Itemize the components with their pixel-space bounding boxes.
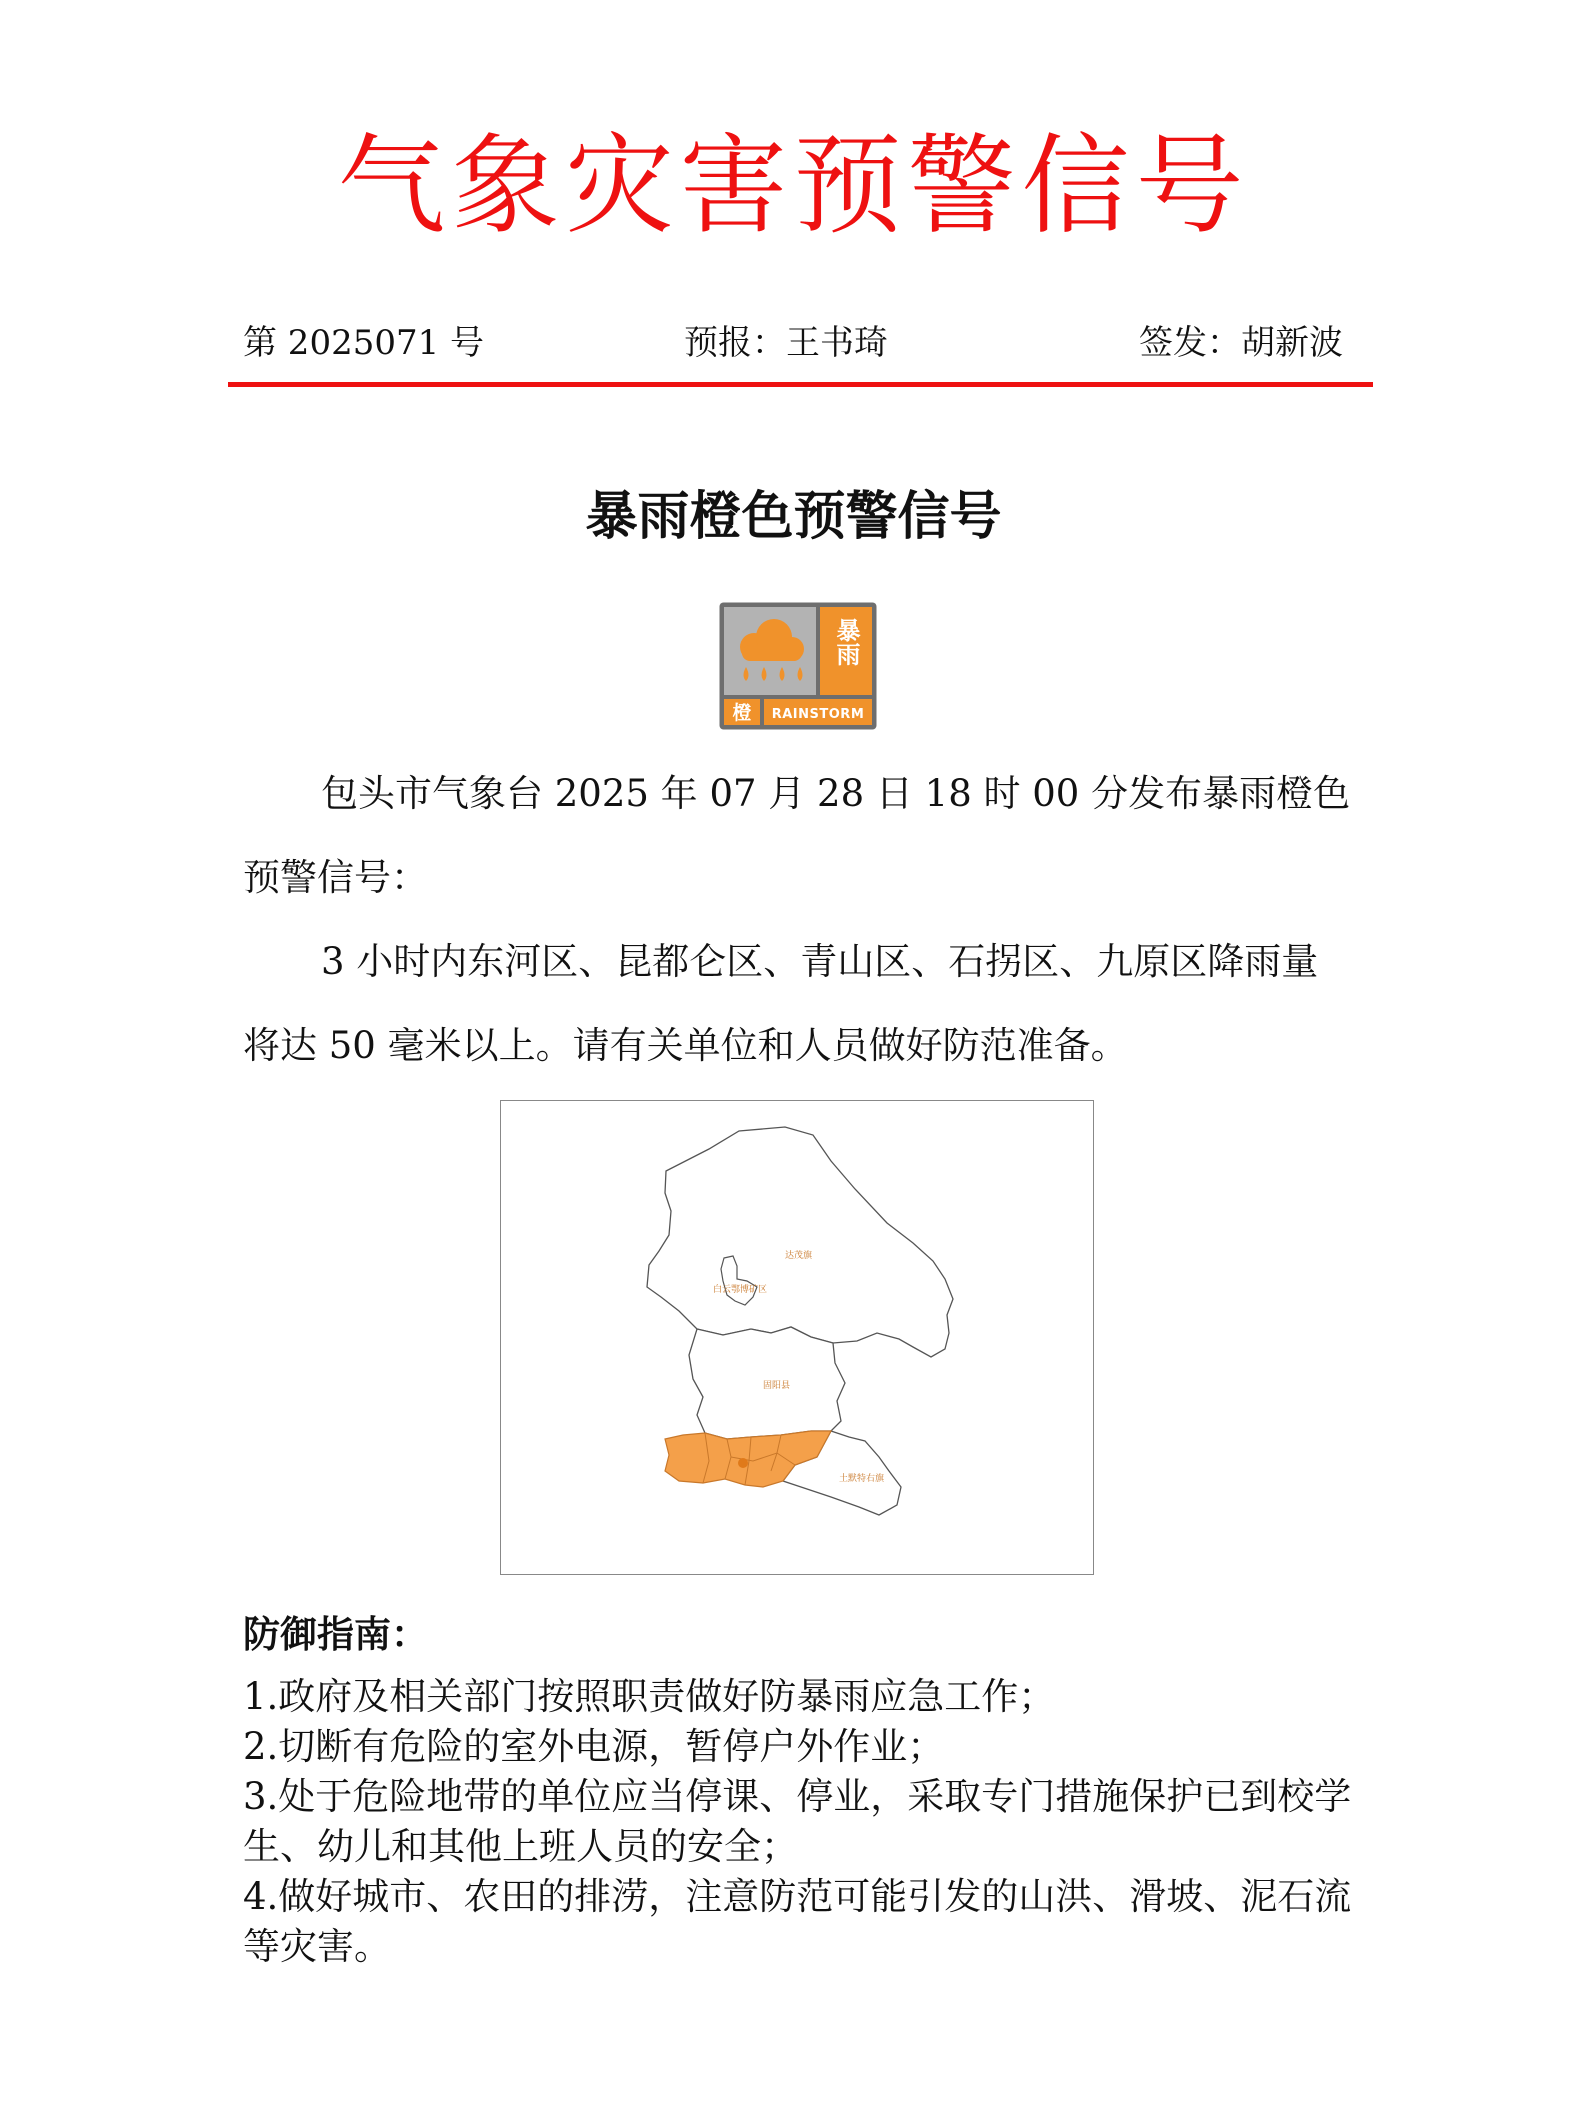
guide-item: 2.切断有危险的室外电源，暂停户外作业；	[243, 1725, 945, 1768]
guide-heading: 防御指南：	[243, 1613, 428, 1656]
warning-title: 暴雨橙色预警信号	[585, 487, 1002, 547]
guide-item: 3.处于危险地带的单位应当停课、停业，采取专门措施保护已到校学生、幼儿和其他上班人员的安全；	[243, 1775, 1352, 1868]
label-tumote: 土默特右旗	[839, 1474, 885, 1484]
page-title: 气象灾害预警信号	[337, 124, 1250, 249]
issue-number: 第 2025071 号	[243, 323, 485, 363]
city-center-marker	[738, 1458, 748, 1468]
warning-map	[500, 1100, 1094, 1575]
rainstorm-orange-signal-icon	[718, 601, 878, 731]
icon-label-cn: 暴雨	[832, 618, 860, 666]
meta-row	[243, 318, 1343, 368]
icon-level-cn: 橙	[732, 702, 752, 724]
label-guyang: 固阳县	[763, 1381, 791, 1391]
guide-item: 1.政府及相关部门按照职责做好防暴雨应急工作；	[243, 1675, 1056, 1718]
signer: 签发：胡新波	[1139, 323, 1343, 363]
forecaster: 预报：王书琦	[684, 323, 888, 363]
region-damao	[647, 1127, 953, 1357]
forecast-paragraph: 3 小时内东河区、昆都仑区、青山区、石拐区、九原区降雨量将达 50 毫米以上。请有关单位和人员做好防范准备。	[243, 940, 1319, 1067]
header-divider	[228, 382, 1373, 387]
label-damao: 达茂旗	[785, 1251, 813, 1261]
label-baiyun: 白云鄂博矿区	[713, 1285, 768, 1295]
guide-item: 4.做好城市、农田的排涝，注意防范可能引发的山洪、滑坡、泥石流等灾害。	[243, 1875, 1352, 1968]
icon-label-en: RAINSTORM	[771, 707, 865, 722]
issuance-paragraph: 包头市气象台 2025 年 07 月 28 日 18 时 00 分发布暴雨橙色预警信号：	[243, 772, 1351, 899]
guide-list	[243, 1672, 1355, 1972]
region-map-svg	[501, 1101, 1093, 1574]
